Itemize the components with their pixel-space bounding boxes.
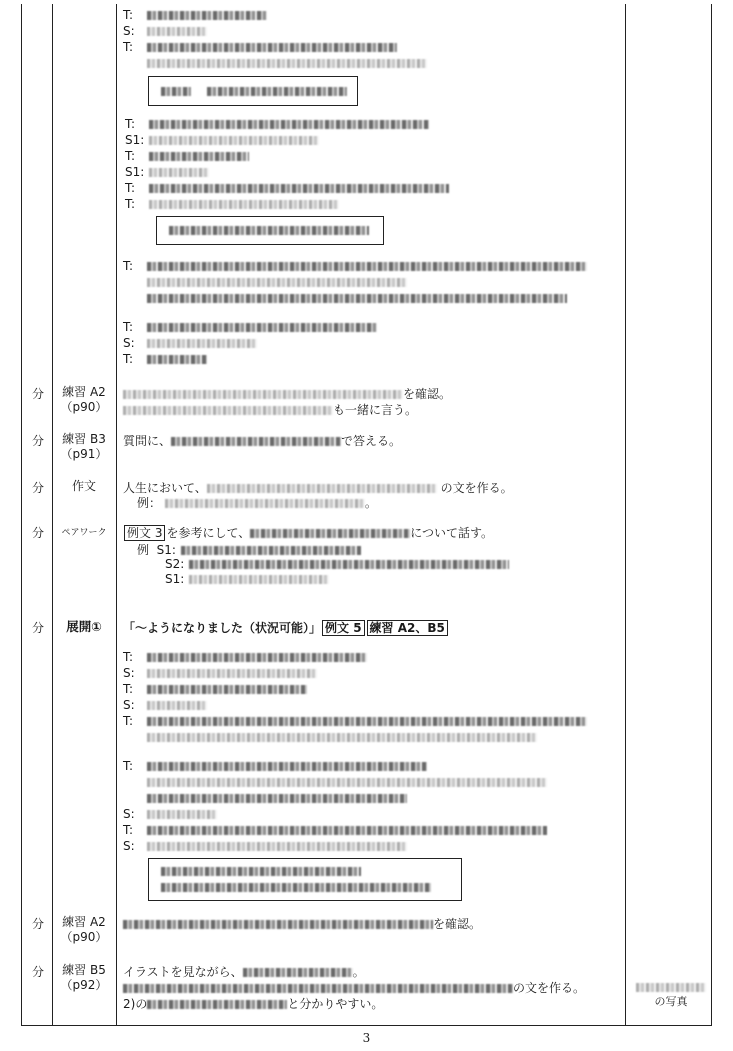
speaker-label: T: <box>123 8 134 22</box>
minutes-cell: 分 <box>31 621 44 635</box>
speaker-label: S: <box>123 807 135 821</box>
dialogue-line <box>123 823 547 837</box>
redacted-text <box>147 355 207 364</box>
redacted-text <box>147 27 207 36</box>
redacted-text <box>147 733 537 742</box>
example-line: 例： 。 <box>137 496 377 510</box>
dialogue-line <box>123 336 257 350</box>
speaker-label: T: <box>123 40 134 54</box>
redacted-text <box>147 262 587 271</box>
redacted-text <box>149 200 339 209</box>
dialogue-line <box>123 807 217 821</box>
dialogue-line <box>125 197 339 211</box>
redacted-text <box>149 168 209 177</box>
dialogue-line <box>123 666 317 680</box>
dialogue-line <box>123 352 207 366</box>
redacted-text <box>149 120 429 129</box>
dialogue-line <box>125 165 209 179</box>
minutes-cell: 分 <box>31 481 44 495</box>
activity-page: （p92） <box>60 978 108 992</box>
row-text: 質問に、 で答える。 <box>123 434 402 448</box>
row-text-3: 2)の と分かりやすい。 <box>123 997 384 1011</box>
speaker-label: T: <box>125 197 136 211</box>
row-text: を確認。 <box>123 915 481 932</box>
speaker-label: T: <box>123 823 134 837</box>
activity-cell <box>52 385 116 415</box>
board-box-3 <box>148 858 462 901</box>
dialogue-line <box>125 149 249 163</box>
dialogue-line <box>125 133 319 147</box>
dialogue-line <box>123 839 407 853</box>
redacted-text <box>147 323 377 332</box>
minutes-cell: 分 <box>31 965 44 979</box>
photo-note: の写真 <box>654 995 688 1008</box>
redacted-text <box>147 278 407 287</box>
activity-cell <box>52 432 116 462</box>
redacted-text <box>149 136 319 145</box>
speaker-label: T: <box>125 149 136 163</box>
column-divider-activity <box>116 4 117 1026</box>
row-text: イラストを見ながら、 。 <box>123 965 365 979</box>
dialogue-line <box>123 40 397 54</box>
speaker-label: S1: <box>125 133 145 147</box>
redacted-text <box>147 294 567 303</box>
activity-name: 練習 B3 <box>62 432 106 446</box>
redacted-text <box>147 11 267 20</box>
notes-cell <box>630 980 712 1009</box>
dialogue-line <box>123 24 207 38</box>
speaker-label: S: <box>123 698 135 712</box>
activity-name: 練習 B5 <box>62 963 106 977</box>
pair-line: S1: <box>165 572 329 586</box>
activity-cell <box>52 915 116 945</box>
speaker-label: S: <box>123 666 135 680</box>
column-divider-notes <box>625 4 626 1026</box>
speaker-label: T: <box>123 320 134 334</box>
activity-page: （p90） <box>60 930 108 944</box>
section-title: 「～ようになりました（状況可能）」 例文 5 練習 A2、B5 <box>123 619 449 636</box>
pair-line: S2: <box>165 557 509 571</box>
dialogue-line <box>147 775 547 789</box>
column-divider-minutes <box>52 4 53 1026</box>
dialogue-line <box>125 181 449 195</box>
redacted-text <box>147 701 207 710</box>
activity-page: （p90） <box>60 400 108 414</box>
speaker-label: T: <box>123 259 134 273</box>
redacted-text <box>147 59 427 68</box>
dialogue-line <box>147 730 537 744</box>
page-number: 3 <box>362 1031 371 1045</box>
redacted-text <box>147 653 367 662</box>
dialogue-line <box>147 291 567 305</box>
dialogue-line <box>125 117 429 131</box>
redacted-text <box>147 794 407 803</box>
dialogue-line <box>123 759 427 773</box>
dialogue-line <box>123 259 587 273</box>
redacted-text <box>147 339 257 348</box>
redacted-text <box>147 778 547 787</box>
redacted-text <box>147 842 407 851</box>
speaker-label: T: <box>123 759 134 773</box>
speaker-label: T: <box>123 682 134 696</box>
row-text: 例文 3 を参考にして、 について話す。 <box>123 524 493 541</box>
section-activity: 展開① <box>66 619 102 634</box>
board-box-2 <box>156 216 384 245</box>
row-text: 人生において、 の文を作る。 <box>123 481 513 495</box>
redacted-text <box>147 685 307 694</box>
dialogue-line <box>123 698 207 712</box>
redacted-text <box>147 43 397 52</box>
activity-cell <box>52 479 116 494</box>
speaker-label: S: <box>123 839 135 853</box>
redacted-text <box>147 810 217 819</box>
activity-name: 練習 A2 <box>62 385 106 399</box>
minutes-cell: 分 <box>31 387 44 401</box>
minutes-cell: 分 <box>31 434 44 448</box>
activity-name: 練習 A2 <box>62 915 106 929</box>
example-sentence-tag: 例文 3 <box>124 525 165 541</box>
speaker-label: S1: <box>125 165 145 179</box>
speaker-label: T: <box>125 181 136 195</box>
speaker-label: S: <box>123 24 135 38</box>
speaker-label: T: <box>123 714 134 728</box>
speaker-label: T: <box>125 117 136 131</box>
activity-cell <box>52 963 116 993</box>
speaker-label: T: <box>123 352 134 366</box>
activity-cell <box>52 526 116 541</box>
dialogue-line <box>147 275 407 289</box>
redacted-text <box>149 152 249 161</box>
dialogue-line <box>123 682 307 696</box>
dialogue-line <box>123 714 587 728</box>
row-text-2: の文を作る。 <box>123 979 585 996</box>
activity-name: 作文 <box>71 479 96 493</box>
redacted-text <box>147 762 427 771</box>
row-text-2: も一緒に言う。 <box>123 401 417 418</box>
dialogue-line <box>123 320 377 334</box>
redacted-text <box>149 184 449 193</box>
speaker-label: T: <box>123 650 134 664</box>
board-box-1 <box>148 76 358 106</box>
minutes-cell: 分 <box>31 917 44 931</box>
dialogue-line <box>123 8 267 22</box>
pair-line: 例 S1: <box>137 541 361 558</box>
dialogue-line <box>147 56 427 70</box>
redacted-text <box>147 717 587 726</box>
redacted-text <box>147 826 547 835</box>
minutes-cell: 分 <box>31 526 44 540</box>
row-text: を確認。 <box>123 385 451 402</box>
activity-page: （p91） <box>60 447 108 461</box>
activity-name: ペアワーク <box>61 528 107 538</box>
speaker-label: S: <box>123 336 135 350</box>
dialogue-line <box>123 650 367 664</box>
redacted-text <box>147 669 317 678</box>
dialogue-line <box>147 791 407 805</box>
